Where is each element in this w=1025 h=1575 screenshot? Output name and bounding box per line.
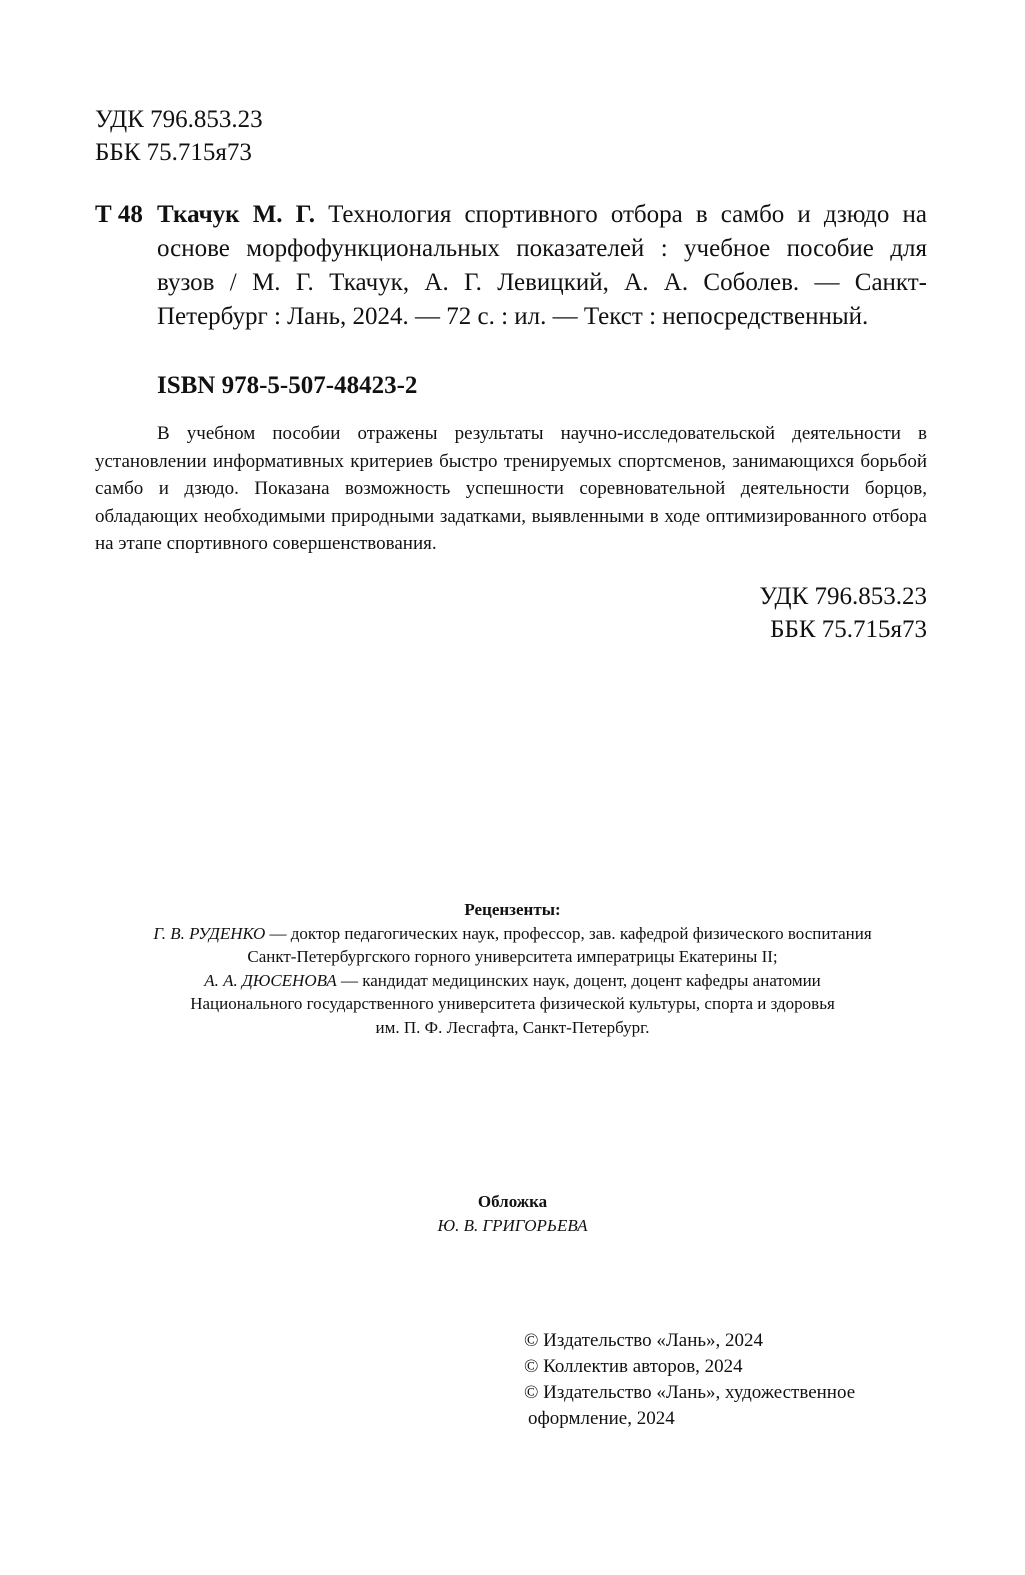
reviewer-1-title: — доктор педагогических наук, профессор, зав. кафедрой физического воспитания [265,923,872,943]
reviewer-1-line-1 [60,922,965,946]
reviewer-2-name: А. А. ДЮСЕНОВА [204,970,337,990]
bibliographic-description [157,198,927,334]
author-name: Ткачук М. Г. [157,201,315,228]
copyright-line-1: © Издательство «Лань», 2024 [524,1330,764,1351]
reviewer-2-line-3: им. П. Ф. Лесгафта, Санкт-Петербург. [375,1017,650,1037]
bibliographic-entry [95,198,927,334]
copyright-line-2: © Коллектив авторов, 2024 [524,1356,743,1377]
author-sign: Т 48 [95,201,143,228]
cover-heading: Обложка [477,1192,548,1211]
bbk-code-bottom: ББК 75.715я73 [770,616,927,643]
copyright-line-4: оформление, 2024 [528,1408,675,1429]
reviewer-2-line-1 [60,969,965,993]
udk-code-bottom: УДК 796.853.23 [759,583,927,610]
reviewers-heading: Рецензенты: [464,900,561,919]
reviewers-section [60,898,965,1039]
abstract: В учебном пособии отражены результаты научно-исследовательской деятельности в установлении информативных критериев быстро тренируемых спортсменов, занимающихся борьбой самбо и дзюдо. Показана возможность успешности соревновательной деятельности борцов, обладающих необходимыми природными задатками, выявленными в ходе оптимизированного отбора на этапе спортивного совершенствования. [95,423,927,554]
reviewer-1-name: Г. В. РУДЕНКО [153,923,266,943]
isbn: ISBN 978-5-507-48423-2 [157,372,418,399]
udk-code-top: УДК 796.853.23 [95,106,263,133]
classification-bottom [600,580,927,646]
cover-credit [60,1190,965,1237]
bbk-code-top: ББК 75.715я73 [95,139,252,166]
copyright-line-3: © Издательство «Лань», художественное [524,1382,856,1403]
reviewer-2-title: — кандидат медицинских наук, доцент, доцент кафедры анатомии [336,970,821,990]
description-text: Технология спортивного отбора в самбо и дзюдо на основе морфофункциональных показателей : учебное пособие для вузов / М. Г. Ткачук, А. Г. Левицкий, А. А. Соболев. — Санкт-Петербург : Лань, 2024. — 72 с. : ил. — Текст : непосредственный. [157,201,927,330]
classification-top [95,103,263,169]
reviewer-2-line-2: Национального государственного университета физической культуры, спорта и здоровья [190,994,835,1013]
copyright-notices [524,1328,944,1432]
cover-designer: Ю. В. ГРИГОРЬЕВА [437,1215,588,1235]
reviewer-1-line-2: Санкт-Петербургского горного университета императрицы Екатерины II; [247,947,778,966]
